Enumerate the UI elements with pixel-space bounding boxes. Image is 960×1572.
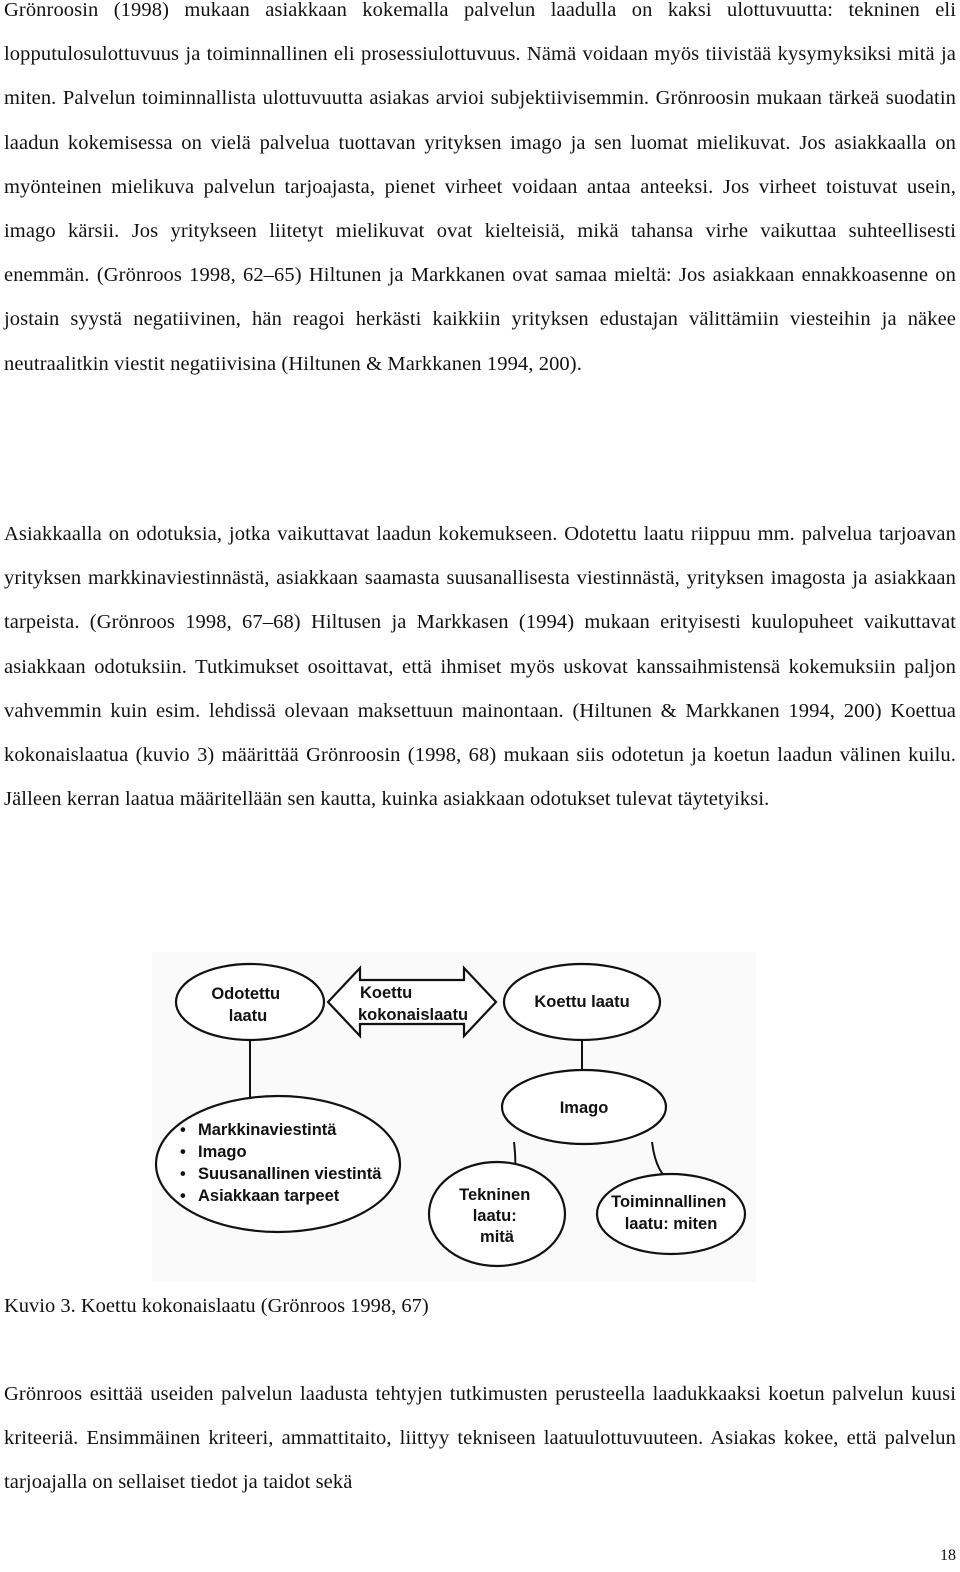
total-quality-label: Koettu kokonaislaatu bbox=[358, 984, 469, 1024]
technical-quality-label: Tekninen laatu: mitä bbox=[459, 1186, 531, 1246]
body-paragraph-2: Asiakkaalla on odotuksia, jotka vaikuttavat laadun kokemukseen. Odotettu laatu riippuu mm. palvelua tarjoavan yrityksen markkinaviestinnästä, asiakkaan saamasta suusanallisesta viestinnästä, yrityksen imagosta ja asiakkaan tarpeista. (Grönroos 1998, 67–68) Hiltusen ja Markkasen (1994) mukaan erityisesti kuulopuheet vaikuttavat asiakkaan odotuksiin. Tutkimukset osoittavat, että ihmiset myös uskovat kanssaihmistensä kokemuksiin paljon vahvemmin kuin esim. lehdissä olevaan maksettuun mainontaan. (Hiltunen & Markkanen 1994, 200) Koettua kokonaislaatua (kuvio 3) määrittää Grönroosin (1998, 68) mukaan siis odotetun ja koetun laadun välinen kuilu. Jälleen kerran laatua määritellään sen kautta, kuinka asiakkaan odotukset tulevat täytetyiksi. bbox=[4, 523, 956, 811]
functional-quality-label: Toiminnallinen laatu: miten bbox=[611, 1193, 727, 1233]
factor-customer-needs-label: Asiakkaan tarpeet bbox=[198, 1187, 340, 1205]
body-paragraph-1: Grönroosin (1998) mukaan asiakkaan kokemalla palvelun laadulla on kaksi ulottuvuutta: tekninen eli lopputulosulottuvuus ja toiminnallinen eli prosessiulottuvuus. Nämä voidaan myös tiivistää kysymyksiksi mitä ja miten. Palvelun toiminnallista ulottuvuutta asiakas arvioi subjektiivisemmin. Grönroosin mukaan tärkeä suodatin laadun kokemisessa on vielä palvelua tuottavan yrityksen imago ja sen luomat mielikuvat. Jos asiakkaalla on myönteinen mielikuva palvelun tarjoajasta, pienet virheet voidaan antaa anteeksi. Jos virheet toistuvat usein, imago kärsii. Jos yritykseen liitetyt mielikuvat ovat kielteisiä, mikä tahansa virhe vaikuttaa suhteellisesti enemmän. (Grönroos 1998, 62–65) Hiltunen ja Markkanen ovat samaa mieltä: Jos asiakkaan ennakkoasenne on jostain syystä negatiivinen, hän reagoi herkästi kaikkiin yrityksen edustajan välittämiin viesteihin ja näkee neutraalitkin viestit negatiivisina (Hiltunen & Markkanen 1994, 200). bbox=[4, 0, 956, 375]
figure-diagram bbox=[152, 952, 756, 1282]
image-label: Imago bbox=[559, 1099, 609, 1117]
factor-marketing-label: Markkinaviestintä bbox=[198, 1121, 337, 1139]
factors-ellipse bbox=[156, 1096, 400, 1232]
figure-caption: Kuvio 3. Koettu kokonaislaatu (Grönroos 1998, 67) bbox=[4, 1295, 429, 1317]
functional-quality-ellipse bbox=[597, 1174, 745, 1254]
factor-image-label: Imago bbox=[198, 1143, 247, 1161]
factor-image: • bbox=[180, 1143, 186, 1161]
factor-marketing: • bbox=[180, 1121, 186, 1139]
factor-word-of-mouth-label: Suusanallinen viestintä bbox=[198, 1165, 382, 1183]
factor-word-of-mouth: • bbox=[180, 1165, 186, 1183]
factor-customer-needs: • bbox=[180, 1187, 186, 1205]
body-paragraph-3: Grönroos esittää useiden palvelun laadusta tehtyjen tutkimusten perusteella laadukkaaksi koetun palvelun kuusi kriteeriä. Ensimmäinen kriteeri, ammattitaito, liittyy tekniseen laatuulottuvuuteen. Asiakas kokee, että palvelun tarjoajalla on sellaiset tiedot ja taidot sekä bbox=[4, 1383, 956, 1494]
expected-quality-label: Odotettu laatu bbox=[211, 985, 281, 1025]
figure-perceived-total-quality bbox=[152, 952, 756, 1282]
experienced-quality-label: Koettu laatu bbox=[534, 993, 630, 1011]
page-number: 18 bbox=[940, 1547, 956, 1564]
